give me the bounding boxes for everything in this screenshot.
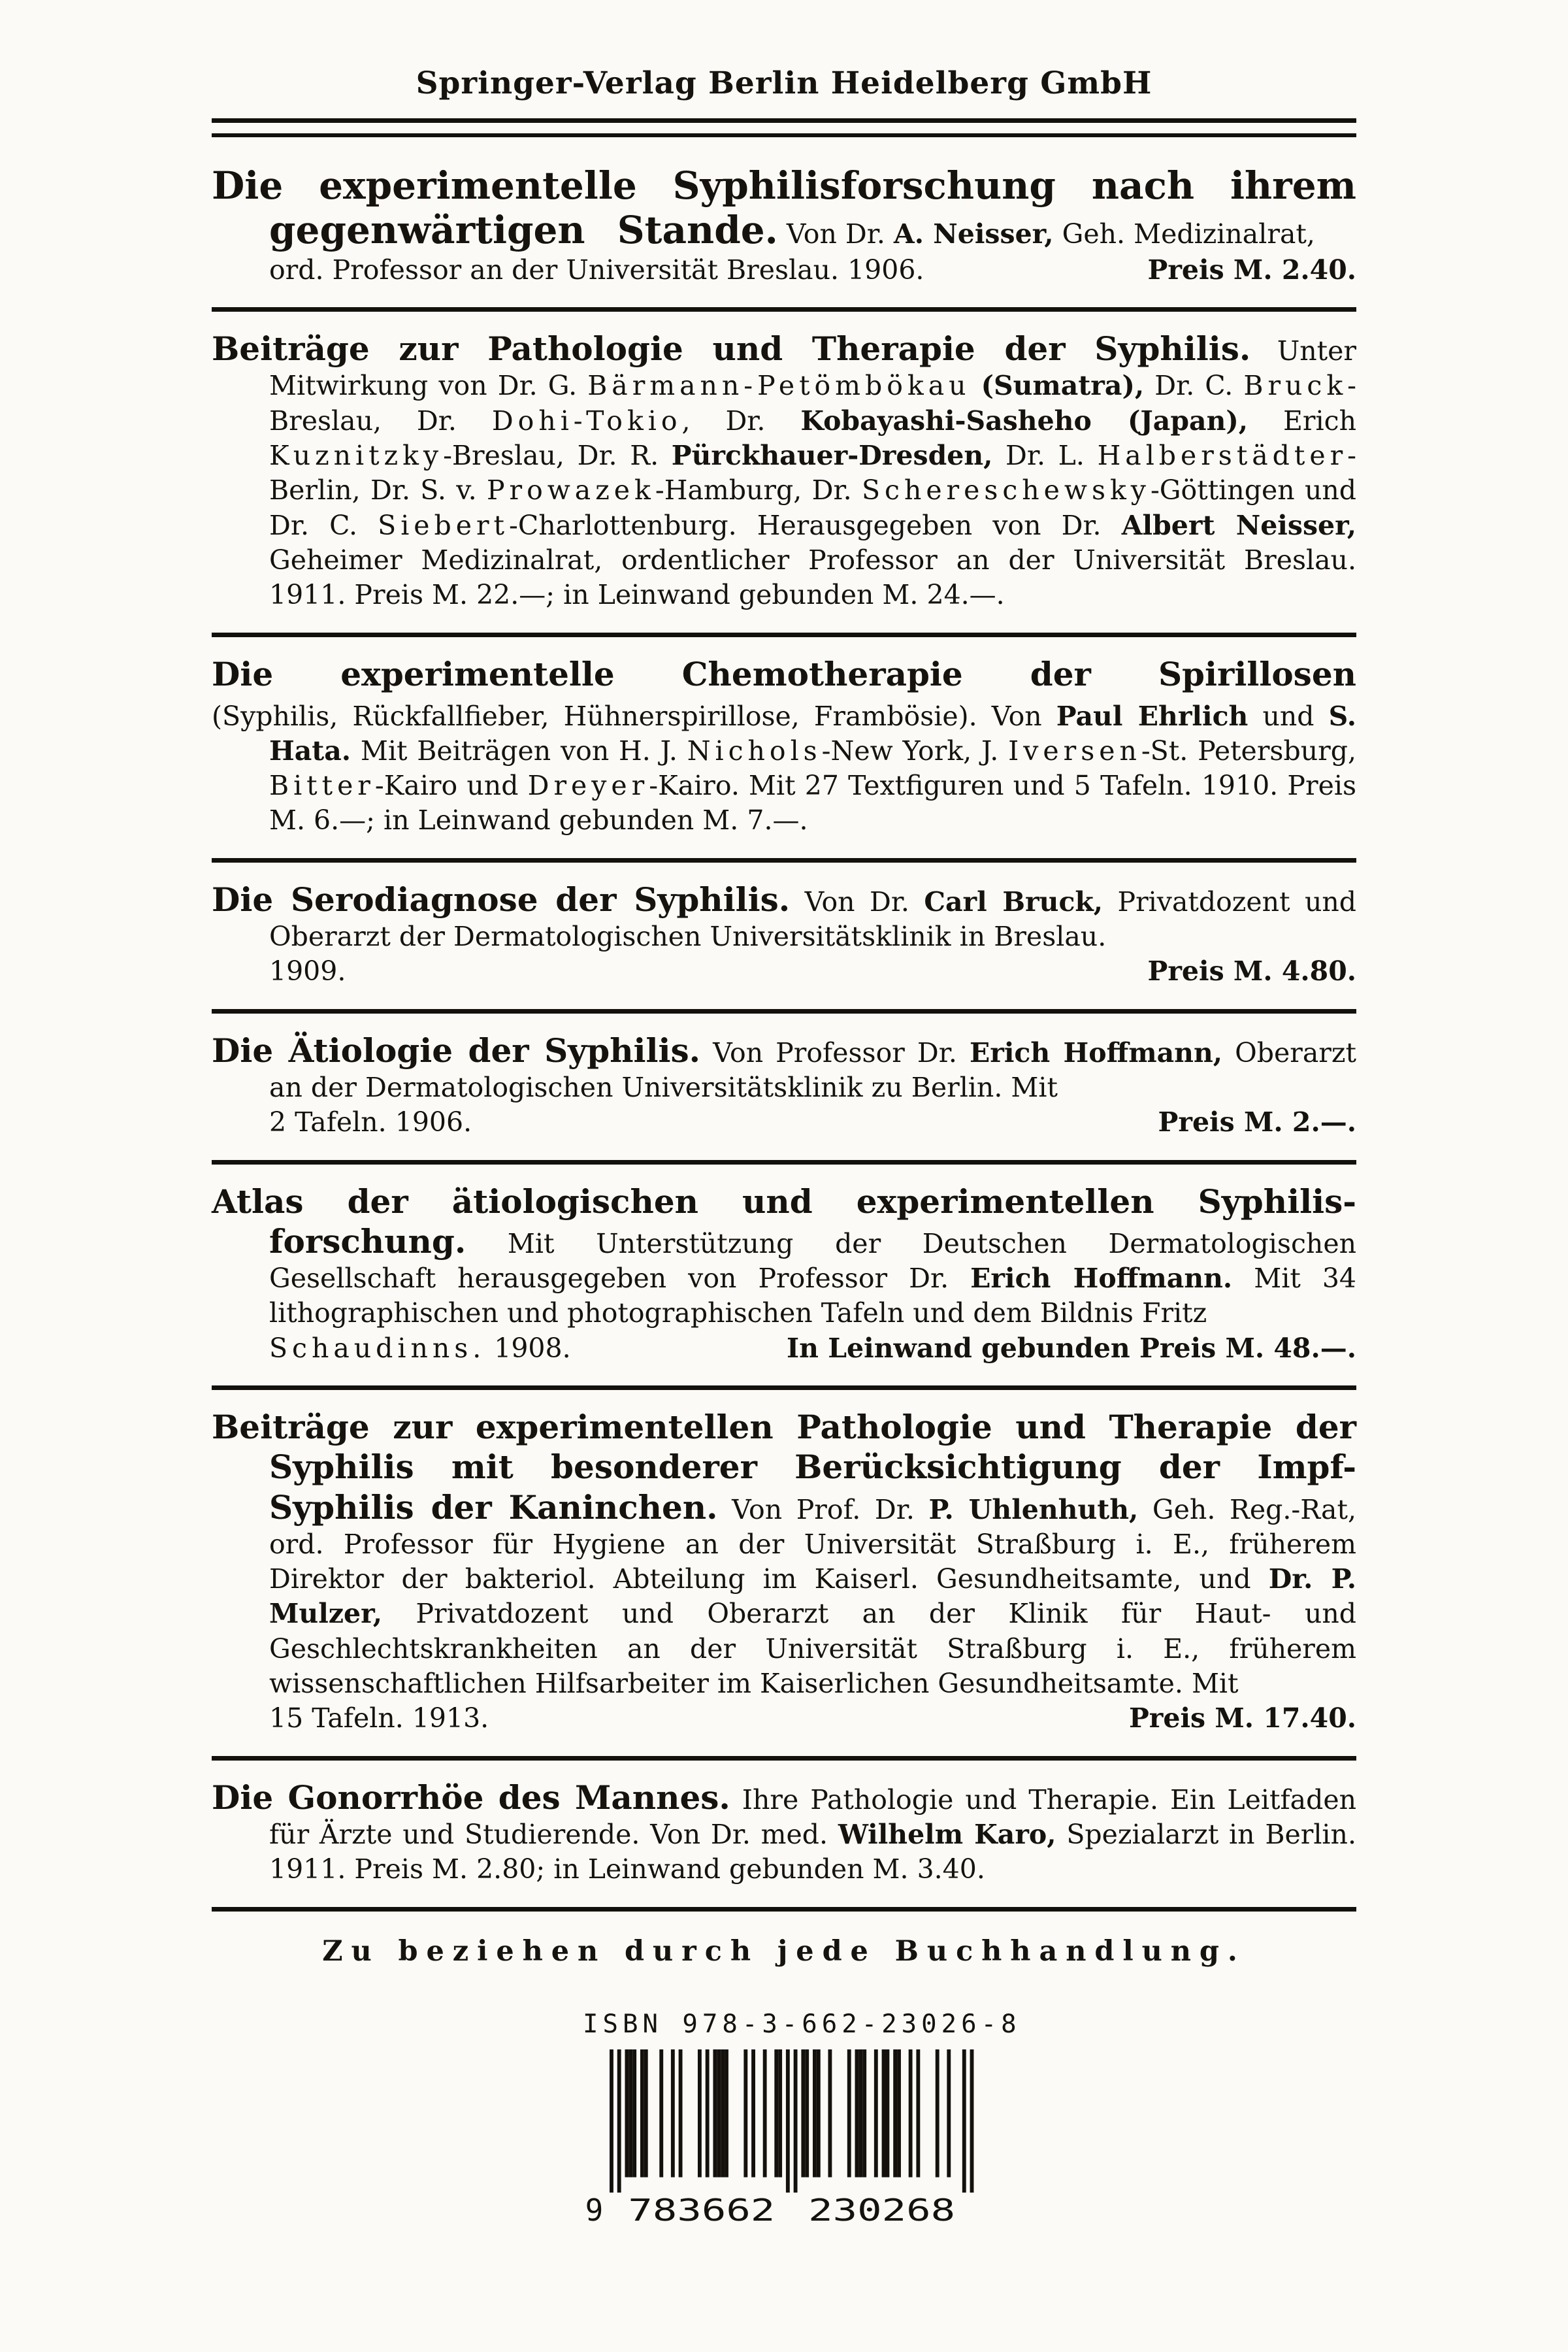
entry-paragraph (212, 880, 1356, 955)
entry-text-segment: -Breslau, Dr. (269, 370, 1356, 437)
entry-paragraph (212, 1031, 1356, 1106)
entry-text-segment: Mit 34 lithographischen und photographischen Tafeln und dem Bildnis Fritz (269, 1263, 1356, 1329)
entry-price: In Leinwand gebunden Preis M. 48.—. (786, 1332, 1356, 1364)
book-title: Die experimentelle Syphilisforschung nach ihrem gegenwärtigen Stande. (212, 163, 1356, 253)
entry-text-segment: Carl Bruck, (924, 886, 1103, 918)
entry-text-segment: Dreyer (527, 770, 649, 802)
entry-text-segment: Mit Unterstützung der Deutschen Dermatologischen Gesellschaft herausgegeben von Professor Dr. (269, 1227, 1356, 1295)
entry-text-segment: Von Dr. (786, 218, 894, 250)
entry-text-segment: Erich Hoffmann. (970, 1263, 1233, 1295)
entry-price: Preis M. 2.—. (1158, 1106, 1356, 1138)
entry-text-segment: Von Prof. Dr. (732, 1493, 929, 1525)
separator-rule (212, 307, 1356, 312)
entry-text-segment: 15 Tafeln. 1913. (269, 1702, 489, 1734)
book-entry-3 (212, 654, 1356, 838)
entry-text-segment: Spezialarzt in Berlin. 1911. Preis M. 2.80; in Leinwand gebunden M. 3.40. (269, 1818, 1356, 1885)
book-entry-4 (212, 880, 1356, 989)
entry-text-segment: Dr. P. Mulzer, (269, 1563, 1356, 1630)
entry-price: Preis M. 17.40. (1128, 1702, 1356, 1734)
entry-text-segment: (Syphilis, Rückfallfieber, Hühnerspirillose, Frambösie). Von (212, 700, 1056, 732)
entry-paragraph (212, 1182, 1356, 1331)
entry-paragraph (212, 329, 1356, 612)
book-entry-8 (212, 1778, 1356, 1887)
book-title: Beiträge zur Pathologie und Therapie der Syphilis. (212, 329, 1251, 369)
barcode-svg (581, 2049, 987, 2228)
entry-text-segment: Ihre Pathologie und Therapie. Ein Leitfaden für Ärzte und Studierende. Von Dr. med. (269, 1783, 1356, 1850)
entry-paragraph (212, 163, 1356, 253)
book-list (212, 163, 1356, 1912)
entry-text-segment: Schaudinns. (269, 1332, 486, 1364)
entry-text-segment: Privatdozent und Oberarzt an der Klinik für Haut- und Geschlechtskrankheiten an der Universität Straßburg i. E., früherem wissenschaftlichen Hilfsarbeiter im Kaiserlichen Gesundheitsamte. Mit (269, 1598, 1356, 1700)
separator-rule (212, 1907, 1356, 1912)
book-title: Die Gonorrhöe des Mannes. (212, 1778, 730, 1817)
entry-text-segment: Erich (1248, 405, 1356, 437)
entry-text-segment: Dr. C. (1144, 370, 1244, 402)
entry-tail-left (269, 1701, 489, 1736)
header-double-rule (212, 118, 1356, 137)
entry-text-segment: Erich Hoffmann, (969, 1036, 1223, 1068)
entry-text-segment: -New York, J. (821, 735, 1009, 767)
entry-text-segment: Kobayashi-Sasheho (Japan), (800, 405, 1249, 437)
publisher-ad-page (212, 0, 1356, 2228)
entry-text-segment: -Kairo und (374, 770, 528, 802)
entry-text-segment: Privatdozent und Oberarzt der Dermatologischen Universitätsklinik in Breslau. (269, 886, 1357, 953)
entry-text-segment: Mit Beiträgen von H. J. (351, 735, 687, 767)
entry-paragraph (212, 699, 1356, 838)
separator-rule (212, 1009, 1356, 1014)
entry-text-segment: S. Hata. (269, 700, 1356, 767)
book-entry-1 (212, 163, 1356, 288)
entry-text-segment: Bärmann-Petömbökau (587, 370, 971, 402)
entry-text-segment: Unter Mitwirkung von Dr. G. (269, 335, 1356, 402)
entry-text-segment: Iversen (1008, 735, 1141, 767)
separator-rule (212, 1756, 1356, 1761)
entry-text-segment: A. Neisser, (893, 218, 1054, 250)
entry-text-segment: Geh. Medizinalrat, (1053, 218, 1315, 250)
publisher-name: Springer-Verlag Berlin Heidelberg GmbH (416, 65, 1152, 101)
entry-tail-left (269, 1105, 472, 1140)
entry-paragraph (212, 1407, 1356, 1701)
entry-text-segment: -Kairo. Mit 27 Textfiguren und 5 Tafeln. 1910. Preis M. 6.—; in Leinwand gebunden M. 7.—. (269, 770, 1356, 836)
book-entry-2 (212, 329, 1356, 612)
entry-text-segment: -Göttingen und Dr. C. (269, 474, 1356, 541)
entry-text-segment: Wilhelm Karo, (838, 1818, 1056, 1850)
entry-text-segment: Dr. L. (992, 440, 1098, 472)
entry-text-segment: Bitter (269, 770, 375, 802)
entry-text-segment: Prowazek (486, 474, 655, 506)
entry-tail-line (212, 954, 1356, 989)
entry-text-segment: Bruck (1243, 370, 1348, 402)
entry-text-segment: Pürckhauer-Dresden, (671, 440, 993, 472)
entry-text-segment (971, 370, 981, 401)
entry-text-segment: Dohi-Tokio (491, 405, 682, 437)
separator-rule (212, 858, 1356, 863)
isbn-label: ISBN 978-3-662-23026-8 (583, 2009, 1021, 2039)
entry-text-segment: (Sumatra), (981, 370, 1145, 402)
entry-tail-left (269, 253, 924, 288)
entry-text-segment: -Charlottenburg. Herausgegeben von Dr. (508, 509, 1122, 541)
book-title: Atlas der ätiologischen und experimentellen Syphilisforschung. (212, 1182, 1356, 1261)
separator-rule (212, 1385, 1356, 1390)
book-title: Beiträge zur experimentellen Pathologie und Therapie der Syphilis mit besonderer Berücksichtigung der Impf-Syphilis der Kaninchen. (212, 1408, 1356, 1527)
book-title: Die experimentelle Chemotherapie der Spirillosen (212, 654, 1356, 693)
entry-text-segment: -Berlin, Dr. S. v. (269, 440, 1356, 506)
entry-text-segment: , Dr. (681, 405, 801, 437)
entry-tail-line (212, 1105, 1356, 1140)
entry-text-segment: 1909. (269, 955, 346, 987)
entry-text-segment: 1908. (485, 1332, 571, 1364)
entry-text-segment: Nichols (687, 735, 822, 767)
separator-rule (212, 1160, 1356, 1165)
entry-text-segment: 2 Tafeln. 1906. (269, 1106, 472, 1138)
entry-price: Preis M. 4.80. (1147, 955, 1356, 987)
entry-tail-left (269, 1331, 571, 1366)
book-title: Die Serodiagnose der Syphilis. (212, 880, 791, 919)
entry-text-segment: Von Professor Dr. (713, 1036, 970, 1068)
entry-text-segment: Albert Neisser, (1121, 509, 1357, 541)
entry-tail-line (212, 1701, 1356, 1736)
book-title: Die Ätiologie der Syphilis. (212, 1031, 701, 1070)
isbn-block (581, 2009, 1021, 2228)
page-header (212, 65, 1356, 137)
entry-text-segment: Geh. Reg.-Rat, ord. Professor für Hygiene an der Universität Straßburg i. E., früherem Direktor der bakteriol. Abteilung im Kaiserl. Gesundheitsamte, und (269, 1493, 1356, 1595)
entry-text-segment: Halberstädter (1097, 440, 1348, 472)
entry-text-segment: Kuznitzky (269, 440, 444, 472)
entry-text-segment: P. Uhlenhuth, (928, 1493, 1139, 1525)
book-entry-5 (212, 1031, 1356, 1140)
entry-tail-line (212, 1331, 1356, 1366)
distribution-note: Zu beziehen durch jede Buchhandlung. (322, 1934, 1246, 1968)
entry-text-segment: Siebert (378, 509, 509, 541)
entry-text-segment: Von Dr. (804, 886, 924, 918)
book-entry-6 (212, 1182, 1356, 1366)
entry-tail-left (269, 954, 346, 989)
entry-price: Preis M. 2.40. (1147, 254, 1356, 286)
entry-text-segment: und (1248, 700, 1329, 732)
separator-rule (212, 633, 1356, 637)
entry-text-segment: Paul Ehrlich (1056, 700, 1249, 732)
svg-text:230268: 230268 (808, 2192, 956, 2228)
entry-text-segment: -Hamburg, Dr. (655, 474, 862, 506)
svg-text:783662: 783662 (628, 2192, 776, 2228)
entry-paragraph (212, 1778, 1356, 1887)
entry-text-segment: Geheimer Medizinalrat, ordentlicher Professor an der Universität Breslau. 1911. Preis M. 22.—; in Leinwand gebunden M. 24.—. (269, 544, 1356, 611)
entry-tail-line (212, 253, 1356, 288)
entry-text-segment: ord. Professor an der Universität Breslau. 1906. (269, 254, 924, 286)
entry-text-segment: Oberarzt an der Dermatologischen Universitätsklinik zu Berlin. Mit (269, 1036, 1356, 1103)
book-entry-7 (212, 1407, 1356, 1736)
book-title-line (212, 654, 1356, 694)
entry-text-segment: -St. Petersburg, (1141, 735, 1356, 767)
entry-text-segment: -Breslau, Dr. R. (443, 440, 672, 472)
entry-text-segment: Schereschewsky (861, 474, 1151, 506)
svg-text:9: 9 (585, 2192, 604, 2228)
